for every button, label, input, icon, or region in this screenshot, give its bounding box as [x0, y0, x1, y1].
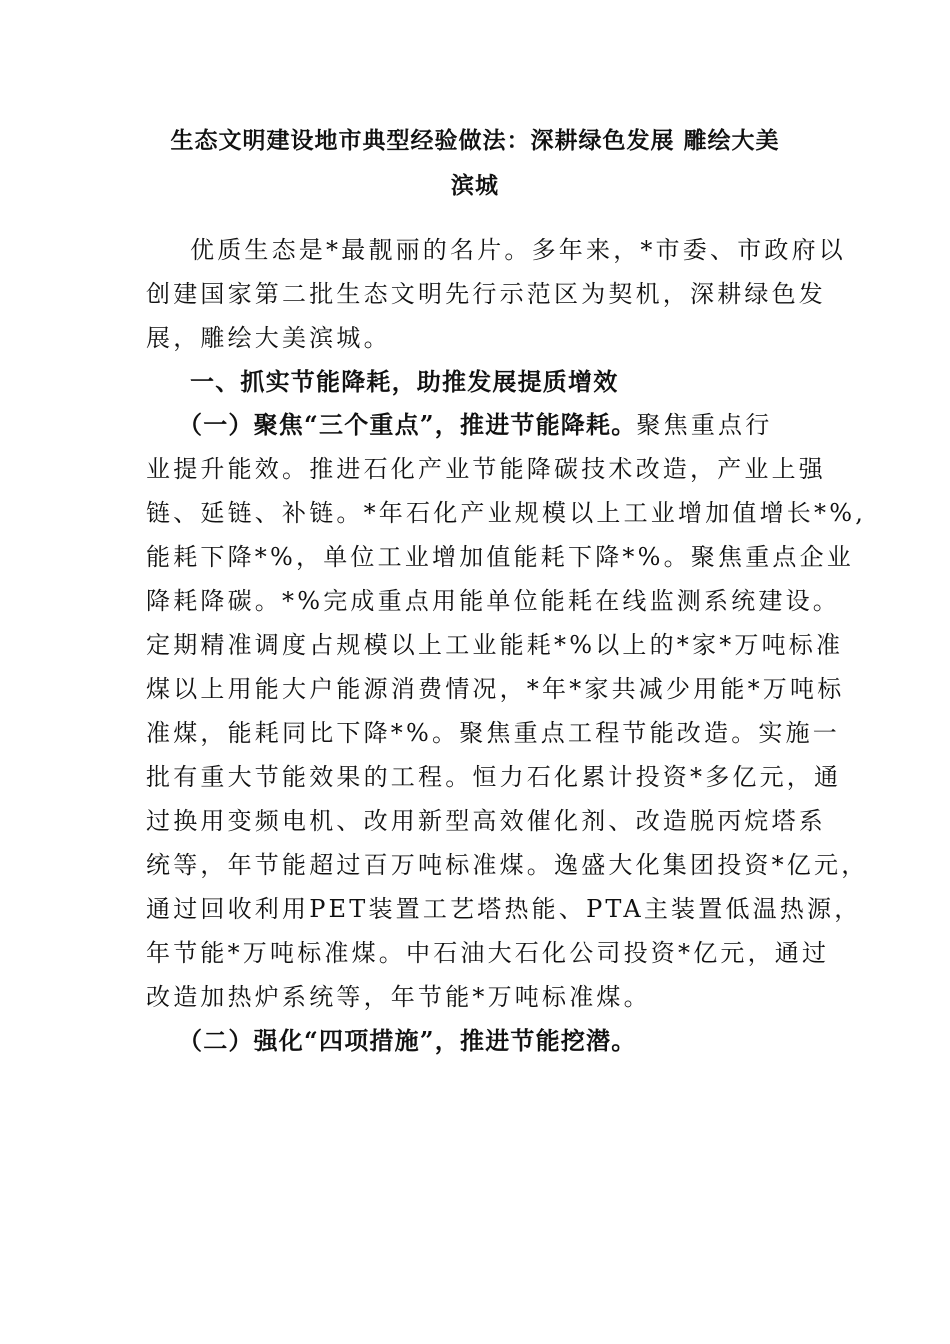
subsection-1-line: 年节能*万吨标准煤。中石油大石化公司投资*亿元，通过	[146, 939, 830, 967]
subsection-1-first-line-text: 聚焦重点行	[636, 411, 773, 439]
subsection-1-line: 改造加热炉系统等，年节能*万吨标准煤。	[146, 983, 651, 1011]
subsection-2-heading: （二）强化“四项措施”，推进节能挖潜。	[178, 1026, 637, 1055]
section-1-heading: 一、抓实节能降耗，助推发展提质增效	[190, 367, 619, 396]
subsection-1-line: 能耗下降*%，单位工业增加值能耗下降*%。聚焦重点企业	[146, 543, 855, 571]
document-title-line-1: 生态文明建设地市典型经验做法：深耕绿色发展 雕绘大美	[170, 127, 780, 154]
subsection-1-first-line	[178, 403, 772, 447]
document-title-line-2: 滨城	[451, 172, 499, 199]
subsection-1-line: 煤以上用能大户能源消费情况，*年*家共减少用能*万吨标	[146, 675, 845, 703]
intro-paragraph-line-2: 创建国家第二批生态文明先行示范区为契机，深耕绿色发	[146, 280, 826, 308]
subsection-1-line: 降耗降碳。*%完成重点用能单位能耗在线监测系统建设。	[146, 587, 841, 615]
subsection-1-line: 批有重大节能效果的工程。恒力石化累计投资*多亿元，通	[146, 763, 842, 791]
subsection-1-line: 业提升能效。推进石化产业节能降碳技术改造，产业上强	[146, 455, 826, 483]
subsection-1-line: 链、延链、补链。*年石化产业规模以上工业增加值增长*%,	[146, 499, 867, 527]
intro-paragraph-line-1: 优质生态是*最靓丽的名片。多年来，*市委、市政府以	[190, 236, 846, 264]
intro-paragraph-line-3: 展，雕绘大美滨城。	[146, 324, 391, 352]
subsection-1-line: 准煤，能耗同比下降*%。聚焦重点工程节能改造。实施一	[146, 719, 841, 747]
subsection-1-heading: （一）聚焦“三个重点”，推进节能降耗。	[178, 410, 637, 439]
subsection-1-line: 定期精准调度占规模以上工业能耗*%以上的*家*万吨标准	[146, 631, 844, 659]
subsection-1-line: 过换用变频电机、改用新型高效催化剂、改造脱丙烷塔系	[146, 807, 826, 835]
subsection-1-line: 统等，年节能超过百万吨标准煤。逸盛大化集团投资*亿元，	[146, 851, 869, 879]
subsection-1-line: 通过回收利用PET装置工艺塔热能、PTA主装置低温热源，	[146, 895, 862, 923]
